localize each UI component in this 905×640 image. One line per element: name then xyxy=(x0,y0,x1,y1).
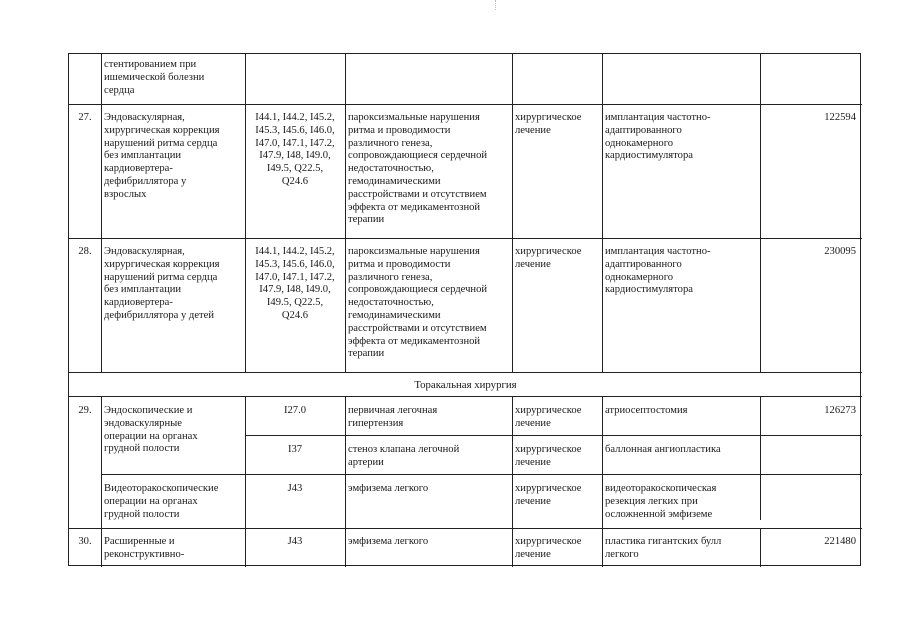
cell-num: 28. xyxy=(78,246,92,257)
cell-name: Эндоваскулярная, хирургическая коррекция нарушений ритма сердца без имплантации кардиовертера- дефибриллятора у взрослых xyxy=(104,112,220,200)
cell-treatment: хирургическое лечение xyxy=(515,246,582,270)
cell-cost: 126273 xyxy=(824,405,856,416)
cell-codes: I27.0 xyxy=(283,405,307,416)
cell-codes: J43 xyxy=(287,536,303,547)
cell-codes: I37 xyxy=(287,444,303,455)
cell-method: атриосептостомия xyxy=(605,405,688,416)
cell-name-vats: Видеоторакоскопические операции на органах грудной полости xyxy=(104,483,219,520)
cell-name: Эндоскопические и эндоваскулярные операции на органах грудной полости xyxy=(104,405,198,455)
cell-name: Эндоваскулярная, хирургическая коррекция нарушений ритма сердца без имплантации кардиовертера- дефибриллятора у детей xyxy=(104,246,220,321)
cell-codes: J43 xyxy=(287,483,303,494)
procedures-table xyxy=(68,53,861,566)
cell-method: пластика гигантских булл легкого xyxy=(605,536,722,560)
cell-name: Расширенные и реконструктивно- xyxy=(104,536,185,560)
cell-disease: пароксизмальные нарушения ритма и проводимости различного генеза, сопровождающиеся сердечной недостаточностью, гемодинамическими расстройствами и отсутствием эффекта от медикаментозной терапии xyxy=(348,112,488,226)
cell-codes: I44.1, I44.2, I45.2, I45.3, I45.6, I46.0, I47.0, I47.1, I47.2, I47.9, I48, I49.0, I49.5, Q22.5, Q24.6 xyxy=(255,246,335,321)
cell-codes: I44.1, I44.2, I45.2, I45.3, I45.6, I46.0, I47.0, I47.1, I47.2, I47.9, I48, I49.0, I49.5, Q22.5, Q24.6 xyxy=(255,112,335,187)
cell-method: имплантация частотно- адаптированного однокамерного кардиостимулятора xyxy=(605,246,711,296)
cell-treatment: хирургическое лечение xyxy=(515,536,582,560)
cell-cost: 221480 xyxy=(824,536,856,547)
cell-num: 29. xyxy=(78,405,92,416)
scan-mark xyxy=(495,0,497,10)
cell-treatment: хирургическое лечение xyxy=(515,444,582,468)
cell-treatment: хирургическое лечение xyxy=(515,112,582,136)
cell-cost: 230095 xyxy=(824,246,856,257)
cell-method: имплантация частотно- адаптированного однокамерного кардиостимулятора xyxy=(605,112,711,162)
cell-disease: стеноз клапана легочной артерии xyxy=(348,444,460,468)
section-title: Торакальная хирургия xyxy=(414,379,517,391)
cell-name: стентированием при ишемической болезни сердца xyxy=(104,59,205,96)
cell-treatment: хирургическое лечение xyxy=(515,405,582,429)
cell-method: видеоторакоскопическая резекция легких при осложненной эмфиземе xyxy=(605,483,717,520)
cell-disease: пароксизмальные нарушения ритма и проводимости различного генеза, сопровождающиеся сердечной недостаточностью, гемодинамическими расстройствами и отсутствием эффекта от медикаментозной терапии xyxy=(348,246,488,360)
cell-num: 30. xyxy=(78,536,92,547)
cell-treatment: хирургическое лечение xyxy=(515,483,582,507)
cell-disease: первичная легочная гипертензия xyxy=(348,405,438,429)
cell-num: 27. xyxy=(78,112,92,123)
cell-cost: 122594 xyxy=(824,112,856,123)
cell-method: баллонная ангиопластика xyxy=(605,444,721,455)
cell-disease: эмфизема легкого xyxy=(348,483,429,494)
cell-disease: эмфизема легкого xyxy=(348,536,429,547)
